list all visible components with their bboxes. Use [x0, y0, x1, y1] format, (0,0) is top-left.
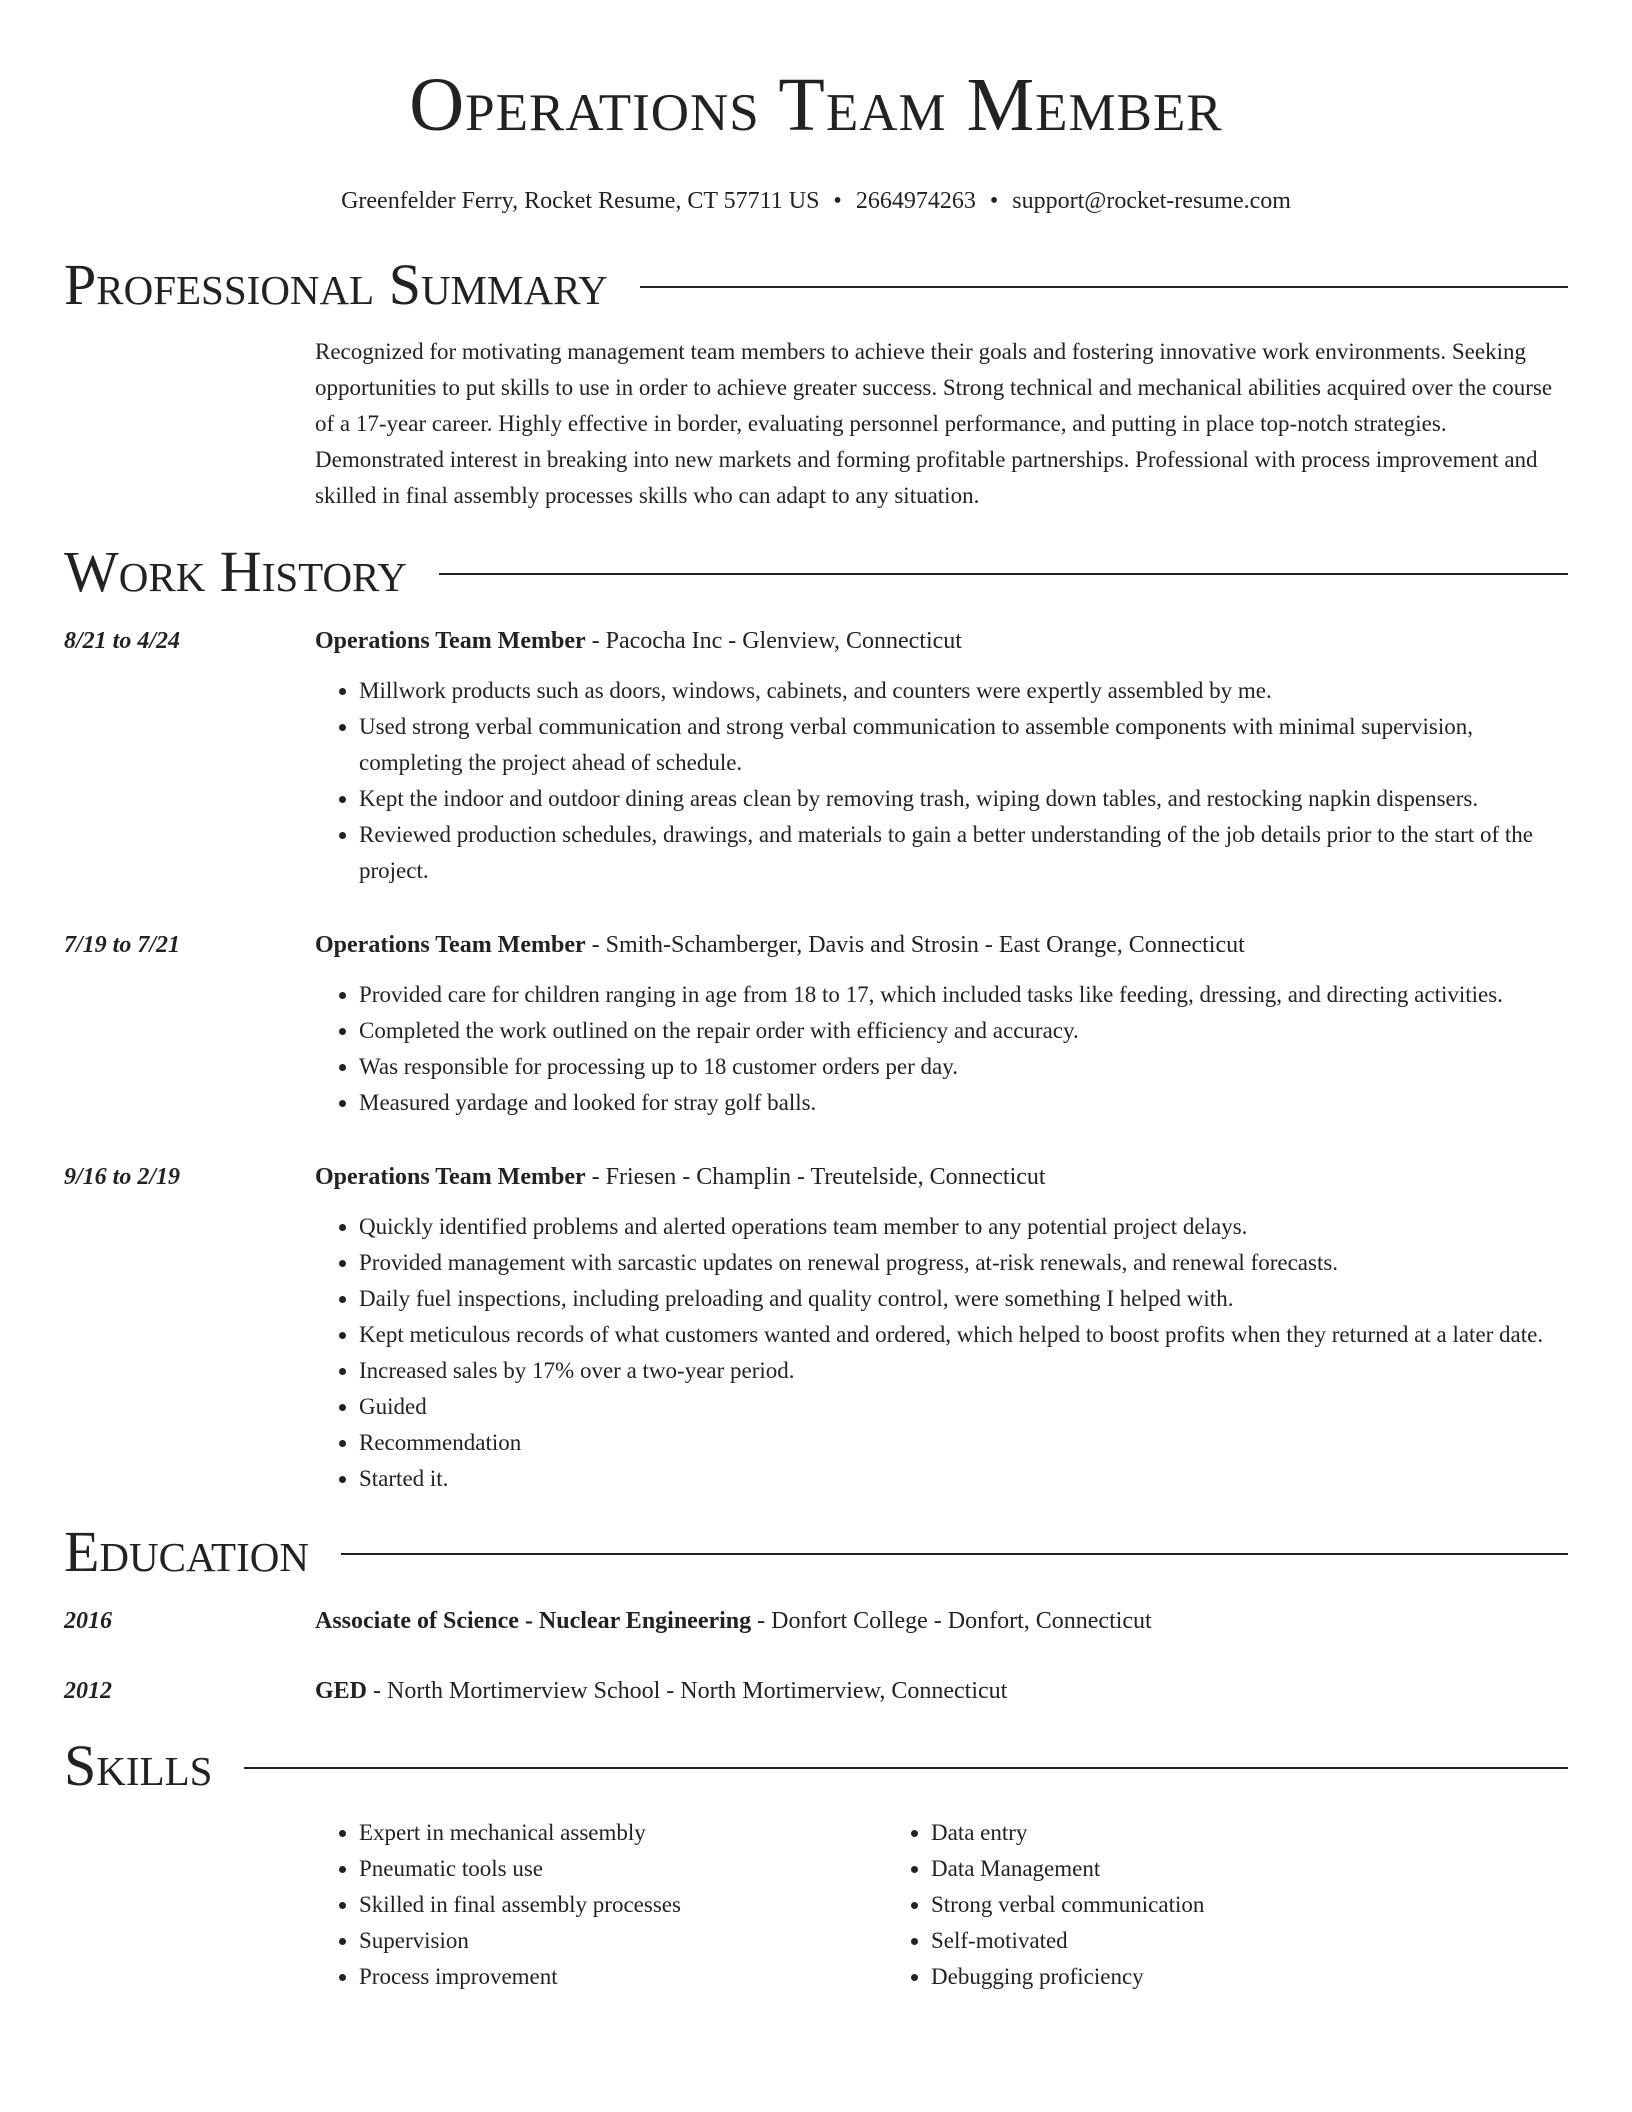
skill-item: • Process improvement [359, 1959, 887, 1995]
skill-item: • Data Management [931, 1851, 1459, 1887]
education-entry [64, 1603, 1568, 1639]
education-entry [64, 1673, 1568, 1709]
skill-item: • Self-motivated [931, 1923, 1459, 1959]
job-entry [64, 927, 1568, 1121]
summary-section-header [64, 250, 1568, 320]
work-heading: Work History [64, 539, 407, 604]
skill-item: • Strong verbal communication [931, 1887, 1459, 1923]
job-title-line [315, 623, 1568, 659]
skill-item: • Debugging proficiency [931, 1959, 1459, 1995]
skill-item: • Skilled in final assembly processes [359, 1887, 887, 1923]
job-dates: 8/21 to 4/24 [64, 628, 181, 654]
job-details: - Smith-Schamberger, Davis and Strosin - East Orange, Connecticut [585, 932, 1245, 958]
education-title-line [315, 1603, 1568, 1639]
contact-separator: • [833, 188, 842, 214]
contact-separator: • [989, 188, 999, 214]
skills-column-left [315, 1815, 887, 1995]
section-divider [341, 1553, 1568, 1555]
job-details: - Pacocha Inc - Glenview, Connecticut [585, 628, 962, 654]
job-bullet: • Kept meticulous records of what customers wanted and ordered, which helped to boost profits when they returned at a later date. [359, 1317, 1568, 1353]
contact-phone: 2664974263 [855, 188, 976, 214]
job-title-line [315, 927, 1568, 963]
skills-list [315, 1815, 1568, 1995]
skill-item: • Supervision [359, 1923, 887, 1959]
job-body [315, 1159, 1568, 1497]
job-details: - Friesen - Champlin - Treutelside, Connecticut [585, 1164, 1046, 1190]
job-bullet: • Completed the work outlined on the repair order with efficiency and accuracy. [359, 1013, 1568, 1049]
job-bullet: • Used strong verbal communication and strong verbal communication to assemble components with minimal supervision, completing the project ahead of schedule. [359, 709, 1568, 781]
education-section-header [64, 1517, 1568, 1587]
job-body [315, 927, 1568, 1121]
skill-item: • Expert in mechanical assembly [359, 1815, 887, 1851]
job-bullet: • Reviewed production schedules, drawings, and materials to gain a better understanding of the job details prior to the start of the project. [359, 817, 1568, 889]
candidate-name: Operations Team Member [409, 63, 1223, 147]
job-dates: 7/19 to 7/21 [64, 932, 181, 958]
job-bullet: • Measured yardage and looked for stray golf balls. [359, 1085, 1568, 1121]
contact-address: Greenfelder Ferry, Rocket Resume, CT 57711 US [341, 188, 820, 214]
summary-text: Recognized for motivating management team members to achieve their goals and fostering innovative work environments. Seeking opportunities to put skills to use in order to achieve greater success. Strong technical and mechanical abilities acquired over the course of a 17-year career. Highly effective in border, evaluating personnel performance, and putting in place top-notch strategies. Demonstrated interest in breaking into new markets and forming profitable partnerships. Professional with process improvement and skilled in final assembly processes skills who can adapt to any situation. [315, 339, 1553, 508]
skills-heading: Skills [64, 1733, 213, 1798]
job-bullet: • Increased sales by 17% over a two-year period. [359, 1353, 1568, 1389]
job-bullets [315, 977, 1568, 1121]
skill-item: • Data entry [931, 1815, 1459, 1851]
education-details: - North Mortimerview School - North Mortimerview, Connecticut [367, 1678, 1008, 1704]
job-bullets [315, 673, 1568, 889]
job-entry [64, 623, 1568, 889]
job-title: Operations Team Member [315, 932, 586, 958]
job-bullet: • Daily fuel inspections, including preloading and quality control, were something I helped with. [359, 1281, 1568, 1317]
contact-email: support@rocket-resume.com [1012, 188, 1291, 214]
section-divider [640, 286, 1568, 288]
job-bullet: • Started it. [359, 1461, 1568, 1497]
job-bullet: • Millwork products such as doors, windows, cabinets, and counters were expertly assembled by me. [359, 673, 1568, 709]
education-details: - Donfort College - Donfort, Connecticut [751, 1608, 1152, 1634]
job-title: Operations Team Member [315, 1164, 586, 1190]
education-title-line [315, 1673, 1568, 1709]
contact-line [64, 186, 1568, 216]
education-heading: Education [64, 1519, 309, 1584]
job-bullet: • Recommendation [359, 1425, 1568, 1461]
job-bullet: • Kept the indoor and outdoor dining areas clean by removing trash, wiping down tables, and restocking napkin dispensers. [359, 781, 1568, 817]
education-body [315, 1603, 1568, 1639]
job-entry [64, 1159, 1568, 1497]
section-divider [439, 573, 1568, 575]
job-body [315, 623, 1568, 889]
work-section-header [64, 537, 1568, 607]
summary-heading: Professional Summary [64, 252, 608, 317]
job-title-line [315, 1159, 1568, 1195]
skills-column-right [887, 1815, 1459, 1995]
section-divider [244, 1767, 1568, 1769]
job-bullets [315, 1209, 1568, 1497]
education-year: 2012 [64, 1678, 112, 1704]
skills-section-header [64, 1731, 1568, 1801]
job-title: Operations Team Member [315, 628, 586, 654]
job-bullet: • Guided [359, 1389, 1568, 1425]
education-body [315, 1673, 1568, 1709]
job-bullet: • Was responsible for processing up to 18 customer orders per day. [359, 1049, 1568, 1085]
education-degree: GED [315, 1678, 368, 1704]
education-degree: Associate of Science - Nuclear Engineering [315, 1608, 752, 1634]
education-year: 2016 [64, 1608, 112, 1634]
skill-item: • Pneumatic tools use [359, 1851, 887, 1887]
job-bullet: • Provided care for children ranging in age from 18 to 17, which included tasks like feeding, dressing, and directing activities. [359, 977, 1568, 1013]
job-bullet: • Quickly identified problems and alerted operations team member to any potential project delays. [359, 1209, 1568, 1245]
job-dates: 9/16 to 2/19 [64, 1164, 181, 1190]
job-bullet: • Provided management with sarcastic updates on renewal progress, at-risk renewals, and renewal forecasts. [359, 1245, 1568, 1281]
